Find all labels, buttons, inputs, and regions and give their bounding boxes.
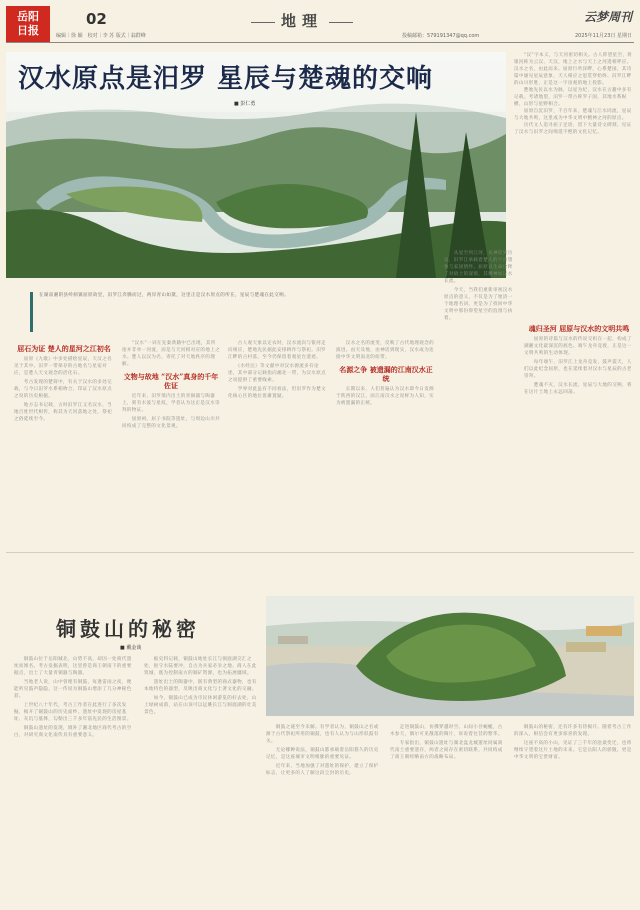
subheading-1: 屈石为证 楚人的星河之江初名: [17, 344, 111, 353]
body-text: 古人观天象以定农时，汉水流向与银河走向相应，楚地先民据此安排耕作与祭祀。汨罗江畔的古村落，至今仍保留着观星台遗迹。: [228, 341, 326, 360]
body-text: 每年端午，汨罗江上龙舟竞发，鼓声震天，人们以此纪念屈原，也在延续着对汉水与星辰的古老崇拜。: [524, 360, 632, 379]
body-text: 屈原祠、屈子书院等遗址，与周边山川共同构成了完整的文化景观。: [122, 417, 220, 429]
body-text: 《水经注》等文献中对汉水源流多有论述，其中部分记载指向湘北一带，为汉水原点之说提供了重要线索。: [228, 364, 326, 383]
newspaper-logo: [6, 6, 50, 42]
body-text: 据史料记载，铜鼓山地处长江与洞庭湖交汇之处，扼守水陆要冲，自古为兵家必争之地。商人在此筑城，既为控制南方的铜矿资源，也为拓展疆域。: [144, 657, 257, 676]
body-text: 屈原《九歌》中多处描绘星辰，天汉之名见于其中。汨罗一带保存的古地名与星宿对应，是楚人天文观念的活化石。: [14, 357, 112, 376]
article2-column-4: [390, 724, 506, 906]
body-text: 历代文人追寻屈子足迹，留下大量诗文碑刻，见证了汉水与汨罗之间绵延不绝的文化记忆。: [514, 123, 632, 135]
body-text: 汉水之名的流变，反映了古代地理观念的演进。由天及地，由神话到现实，汉水成为连接中华文明南北的纽带。: [336, 341, 434, 360]
submission-email: 投稿邮箱：579191347@qq.com: [402, 33, 480, 39]
body-text: 铜鼓之谜至今未解。有学者认为，铜鼓山之名或源于古代祭祀所用的铜鼓，也有人认为与山形似鼓有关。: [266, 725, 379, 744]
body-text: 屈原的诗篇与汉水的传说交织在一起，构成了湖湘文化最深沉的底色。端午龙舟竞渡，正是这一文明共鸣的生动体现。: [524, 337, 632, 356]
body-text: 遗址出土的陶器中，既有典型的商式器物，也有本地特色的器型，反映出商文化与土著文化的交融。: [144, 680, 257, 692]
body-text: 铜鼓山的秘密，还有许多有待揭开。随着考古工作的深入，相信会有更多惊喜的发现。: [514, 725, 632, 737]
body-text: 走进铜鼓山，仿佛穿越时空。山间小径蜿蜒，古木参天，偶尔可见散落的陶片，诉说着往昔的繁华。: [390, 725, 503, 737]
logo-line-1: 岳阳: [17, 10, 39, 23]
body-text: 上世纪八十年代，考古工作者在此进行了多次发掘，揭开了铜鼓山的历史面纱。遗址中发现的房屋基址、灰坑与墓葬，勾勒出三千多年前先民的生活图景。: [14, 703, 132, 722]
caption-text: 在湖南湘阴县岭洞镇屈原故里，汨罗江奔腾而过，两岸青山如黛，这里正是汉水原点的所在，星辰与楚魂在此交响。: [39, 293, 289, 298]
article1-column-5: [444, 250, 516, 544]
article1-column-1: [14, 340, 114, 544]
editor-credits: 编辑｜徐 颖 校对｜李 苏 版式｜翁群峰: [56, 33, 146, 39]
article1-column-4: [336, 340, 436, 544]
page-number: 02: [86, 10, 107, 28]
article2-column-3: [266, 724, 382, 906]
article2-column-1: [14, 656, 134, 906]
issue-date: 2025年11月23日 星期日: [574, 33, 632, 39]
body-text: 今天，当我们重新审视汉水原点的意义，不仅是为了厘清一个地理名词，更是为了找回中华文明中那份仰望星空的浪漫与执着。: [444, 288, 513, 321]
right-text-column: [514, 52, 634, 242]
article1-column-2: [122, 340, 220, 544]
body-text: “汉水”一词在先秦典籍中已出现，其所指并非单一河流，而是与天河相对应的地上之水。楚人以汉为名，寄托了对天地秩序的理解。: [122, 341, 220, 367]
body-text: 楚魂不灭，汉水长流，星辰与大地的交响，将在这片土地上永远回荡。: [524, 383, 632, 395]
body-text: 从星空到江河，从神话到历史，汨罗江承载着楚人的宇宙想象与家国情怀。屈原以生命诠释了对故土的深情，其精神如汉水长流。: [444, 251, 513, 284]
body-text: 当地老人说，山中曾埋有铜鼓，每逢雷雨之夜，便能听见鼓声隐隐。这一传说为铜鼓山增添了几分神秘色彩。: [14, 680, 132, 699]
body-text: 地方志书记载，古时汨罗江又名汉水，当地百姓世代相传，称其为天河落地之处，祭祀之俗延续至今。: [14, 403, 112, 422]
body-text: 长期以来，人们普遍认为汉水即今日发源于陕西的汉江，而江南汉水之说鲜为人知，实为被遗漏的正统。: [336, 387, 434, 406]
body-text: 楚地先民以水为脉，以星为纪，汉水在古籍中多有记载。考诸地望，汨罗一带古称罗子国，其地水系纵横，山形与星野相合。: [514, 88, 632, 107]
article2-column-2: [144, 656, 260, 906]
weekly-brand: 云梦周刊: [583, 10, 632, 24]
body-text: 铜鼓山位于岳阳城北，山势不高，却因一处商代遗址而闻名。考古发掘表明，这里曾是商王朝南下的重要据点，出土了大量青铜器与陶器。: [14, 657, 132, 676]
byline-1: ■ 彭仁勇: [234, 101, 256, 107]
headline-2: 铜鼓山的秘密: [56, 617, 200, 641]
subheading-2: 文物与故地 “汉水”真身的千年佐证: [123, 372, 219, 390]
photo-caption: [30, 292, 500, 332]
body-text: 如今，铜鼓山已成为市民休闲游览的好去处，山上绿树成荫，站在山顶可以远眺长江与洞庭湖的壮美景色。: [144, 696, 257, 715]
logo-line-2: 日报: [17, 24, 39, 37]
body-text: “汉”字本义，与天河密切相关。古人仰望星空，将银河称为云汉、天汉，地上之水与天上之河遥相呼应。汉水之名，由此而来。屈原行吟泽畔，心系楚国，其诗篇中屡见星辰意象，天人相应之思贯穿始终。汨罗江畔的山川形胜，正是这一宇宙观的地上投影。: [514, 53, 633, 86]
section-label: [232, 10, 372, 31]
hill-aerial-photo: [266, 596, 634, 716]
body-text: 专家指出，铜鼓山遗址与湖北盘龙城遗址同属商代南土重要遗存，两者之间存在密切联系，共同构成了商王朝经略南方的战略布局。: [390, 741, 503, 760]
section-text: 地理: [280, 12, 323, 30]
subheading-4: 魂归圣河 屈原与汉水的文明共鸣: [528, 324, 630, 333]
body-text: 铜鼓山遗址的发现，填补了湘北地区商代考古的空白，对研究商文化南传具有重要意义。: [14, 726, 132, 738]
body-text: 这座不高的小山，见证了三千年的沧桑变迁，也将继续守望着这片土地的未来。它是岳阳人的骄傲，更是中华文明的宝贵财富。: [514, 741, 632, 760]
article2-column-5: [514, 724, 634, 906]
body-text: 近年来，当地加强了对遗址的保护，建立了保护标志，让更多的人了解这段尘封的历史。: [266, 764, 379, 776]
header-rule: [6, 42, 634, 43]
body-text: 学界对此虽有不同看法，但汨罗作为楚文化核心区的地位毋庸置疑。: [228, 387, 326, 399]
page-header: [0, 0, 640, 44]
article1-column-3: [228, 340, 328, 544]
article1-column-6: [524, 320, 634, 544]
headline-1: 汉水原点是汨罗 星辰与楚魂的交响: [18, 64, 434, 94]
subheading-3: 名源之争 被遗漏的江南汉水正统: [339, 365, 433, 383]
byline-2: ■ 戴金谈: [120, 645, 142, 651]
article-divider: [6, 552, 634, 553]
body-text: 近年来，汨罗境内出土的青铜器与陶器上，刻有水波与星纹，学者认为这正是汉水崇拜的物证。: [122, 394, 220, 413]
body-text: 屈原自沉汨罗，千百年来，楚魂与江水同流，星辰与大地共鸣，这里成为中华文明中精神之河的原点。: [514, 109, 632, 121]
body-text: 无论哪种说法，铜鼓山都承载着岳阳悠久的历史记忆，是这座城市文明根脉的重要见证。: [266, 748, 379, 760]
body-text: 考古发现的楚简中，有关于汉水的多处记载，与今日汨罗水系相吻合，印证了汉水原点之说的历史根据。: [14, 380, 112, 399]
